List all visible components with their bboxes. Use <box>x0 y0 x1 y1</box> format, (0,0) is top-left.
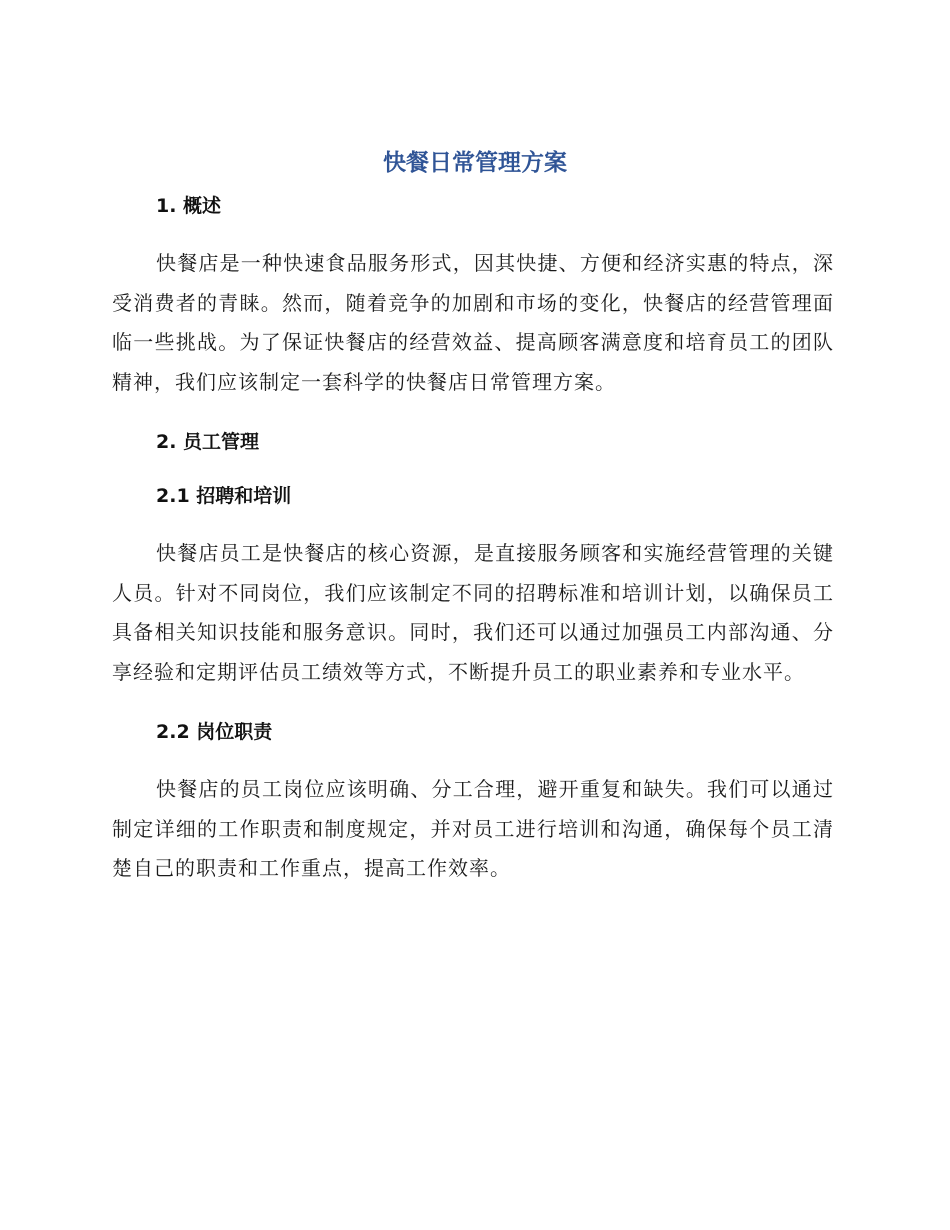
overview-paragraph: 快餐店是一种快速食品服务形式，因其快捷、方便和经济实惠的特点，深受消费者的青睐。然而，随着竞争的加剧和市场的变化，快餐店的经营管理面临一些挑战。为了保证快餐店的经营效益、提高顾客满意度和培育员工的团队精神，我们应该制定一套科学的快餐店日常管理方案。 <box>112 251 834 394</box>
section-heading-staff-management: 2. 员工管理 <box>156 431 260 453</box>
job-duties-paragraph: 快餐店的员工岗位应该明确、分工合理，避开重复和缺失。我们可以通过制定详细的工作职责和制度规定，并对员工进行培训和沟通，确保每个员工清楚自己的职责和工作重点，提高工作效率。 <box>112 777 834 880</box>
recruitment-training-paragraph: 快餐店员工是快餐店的核心资源，是直接服务顾客和实施经营管理的关键人员。针对不同岗位，我们应该制定不同的招聘标准和培训计划，以确保员工具备相关知识技能和服务意识。同时，我们还可以通过加强员工内部沟通、分享经验和定期评估员工绩效等方式，不断提升员工的职业素养和专业水平。 <box>112 541 834 684</box>
document-title: 快餐日常管理方案 <box>383 150 567 176</box>
section-heading-job-duties: 2.2 岗位职责 <box>156 721 273 743</box>
section-heading-overview: 1. 概述 <box>156 195 222 217</box>
document-body <box>112 190 834 889</box>
section-heading-recruitment-training: 2.1 招聘和培训 <box>156 485 292 507</box>
